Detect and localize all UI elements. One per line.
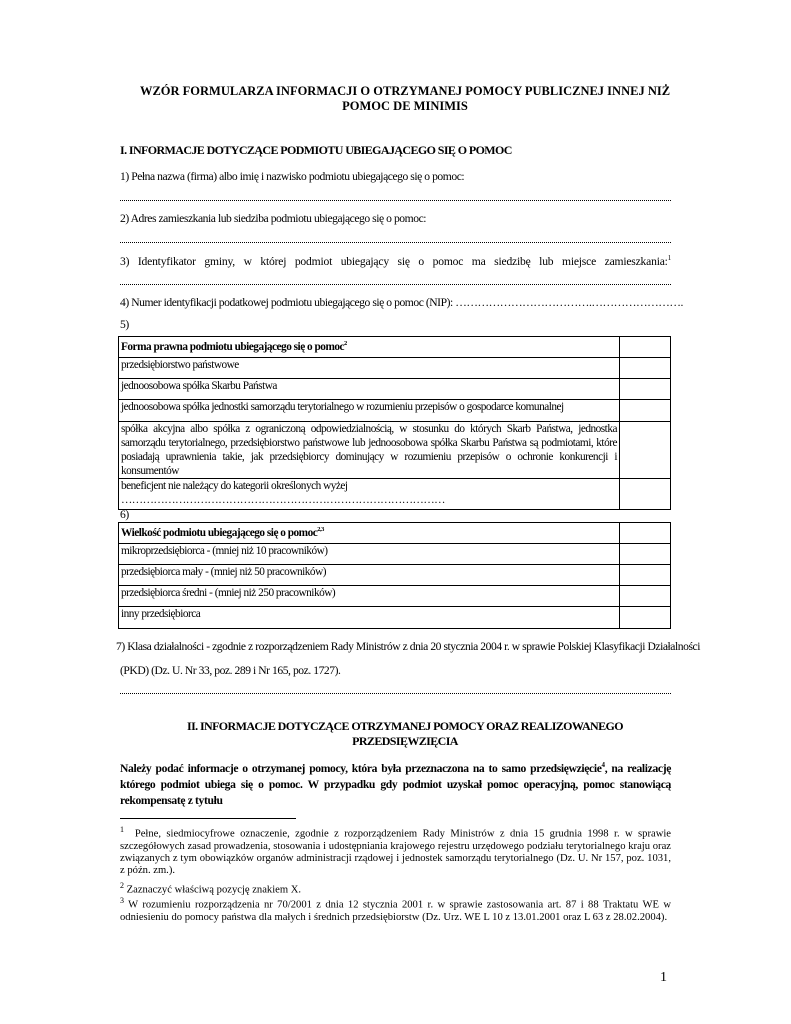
company-size-header-box — [620, 523, 671, 544]
footnote-2: $^2$ Zaznaczyć właściwą pozycję znakiem X. — [120, 881, 302, 896]
footnote-1: $^1$ Pełne, siedmiocyfrowe oznaczenie, zgodnie z rozporządzeniem Rady Ministrów z dnia 15 grudnia 1998 r. w sprawie szczegółowych zasad prowadzenia, stosowania i udostępniania krajowego rejestru urzędowego podziału terytorialnego kraju oraz związanych z tym obowiązków organów administracji rządowej i jednostek samorządu terytorialnego (Dz. U. Nr 157, poz. 1031, z późn. zm.). — [120, 825, 672, 876]
legal-form-option: przedsiębiorstwo państwowe — [119, 358, 620, 379]
page-number: 1 — [660, 970, 667, 985]
legal-form-checkbox[interactable] — [620, 358, 671, 379]
q7-answer-line[interactable] — [120, 693, 671, 694]
footnote-separator — [120, 818, 296, 819]
q1-answer-line[interactable] — [120, 200, 671, 201]
legal-form-checkbox[interactable] — [620, 422, 671, 479]
legal-form-other-dots: ……………………………………………………………………………… — [121, 494, 445, 506]
company-size-checkbox[interactable] — [620, 607, 671, 629]
section-1-heading: I. INFORMACJE DOTYCZĄCE PODMIOTU UBIEGAJĄCEGO SIĘ O POMOC — [120, 143, 512, 157]
document-title: WZÓR FORMULARZA INFORMACJI O OTRZYMANEJ POMOCY PUBLICZNEJ INNEJ NIŻ POMOC DE MINIMIS — [139, 84, 671, 113]
q2-label: 2) Adres zamieszkania lub siedziba podmiotu ubiegającego się o pomoc: — [120, 212, 427, 225]
legal-form-other-label: beneficjent nie należący do kategorii określonych wyżej — [121, 480, 348, 492]
q2-answer-line[interactable] — [120, 242, 671, 243]
company-size-option: inny przedsiębiorca — [119, 607, 620, 629]
company-size-checkbox[interactable] — [620, 565, 671, 586]
company-size-option: przedsiębiorca mały - (mniej niż 50 pracowników) — [119, 565, 620, 586]
section-2-heading: II. INFORMACJE DOTYCZĄCE OTRZYMANEJ POMOCY ORAZ REALIZOWANEGO PRZEDSIĘWZIĘCIA — [187, 719, 623, 748]
intro-footnote-ref: 4 — [601, 761, 605, 769]
q5-label: 5) — [120, 318, 129, 331]
q7-label-line2: (PKD) (Dz. U. Nr 33, poz. 289 i Nr 165, poz. 1727). — [120, 664, 341, 677]
footnote-3: $^3$ W rozumieniu rozporządzenia nr 70/2001 z dnia 12 stycznia 2001 r. w sprawie zastosowania art. 87 i 88 Traktatu WE w odniesieniu do pomocy państwa dla małych i średnich przedsiębiorstw (Dz. Urz. WE L 10 z 13.01.2001 oraz L 63 z 28.02.2004). — [120, 896, 671, 923]
legal-form-option: spółka akcyjna albo spółka z ograniczoną odpowiedzialnością, w stosunku do których Skarb Państwa, jednostka samorządu terytorialnego, przedsiębiorstwo państwowe lub jednoosobowa spółka Skarbu Państwa są podmiotami, które posiadają uprawnienia takie, jak przedsiębiorcy dominujący w rozumieniu przepisów o ochronie konkurencji i konsumentów — [119, 422, 620, 479]
company-size-option: mikroprzedsiębiorca - (mniej niż 10 pracowników) — [119, 544, 620, 565]
legal-form-checkbox[interactable] — [620, 400, 671, 422]
company-size-checkbox[interactable] — [620, 586, 671, 607]
q4-label: 4) Numer identyfikacji podatkowej podmiotu ubiegającego się o pomoc (NIP): ……………………………….……………………. — [120, 296, 683, 309]
legal-form-table — [118, 336, 671, 510]
q6-label: 6) — [120, 508, 129, 521]
company-size-checkbox[interactable] — [620, 544, 671, 565]
legal-form-option: jednoosobowa spółka jednostki samorządu terytorialnego w rozumieniu przepisów o gospodarce komunalnej — [119, 400, 620, 422]
q3-answer-line[interactable] — [120, 284, 671, 285]
legal-form-option-other — [119, 479, 620, 510]
company-size-header: Wielkość podmiotu ubiegającego się o pomoc$^{2,3}$ — [119, 523, 620, 544]
q3-label: 3) Identyfikator gminy, w której podmiot ubiegający się o pomoc ma siedzibę lub miejsce zamieszkania:$^1$ — [120, 254, 671, 268]
legal-form-header: Forma prawna podmiotu ubiegającego się o pomoc$^2$ — [119, 337, 620, 358]
legal-form-checkbox[interactable] — [620, 479, 671, 510]
q1-label: 1) Pełna nazwa (firma) albo imię i nazwisko podmiotu ubiegającego się o pomoc: — [120, 170, 465, 183]
q7-label-line1: 7) Klasa działalności - zgodnie z rozporządzeniem Rady Ministrów z dnia 20 stycznia 2004 r. w sprawie Polskiej Klasyfikacji Działalności — [116, 640, 700, 653]
legal-form-header-box — [620, 337, 671, 358]
q3-footnote-ref: 1 — [667, 254, 671, 262]
legal-form-checkbox[interactable] — [620, 379, 671, 400]
company-size-option: przedsiębiorca średni - (mniej niż 250 pracowników) — [119, 586, 620, 607]
legal-form-option: jednoosobowa spółka Skarbu Państwa — [119, 379, 620, 400]
section-2-intro: Należy podać informacje o otrzymanej pomocy, która była przeznaczona na to samo przedsięwzięcie$^4$, na realizację którego podmiot ubiega się o pomoc. W przypadku gdy podmiot uzyskał pomoc operacyjną, pomoc stanowiącą rekompensatę z tytułu — [120, 761, 672, 807]
company-size-table — [118, 522, 671, 629]
